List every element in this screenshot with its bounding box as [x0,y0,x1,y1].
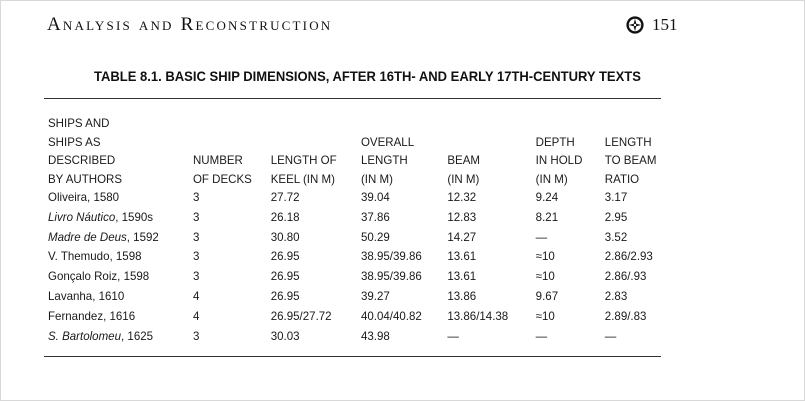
compass-rose-icon [625,15,645,35]
ship-name: Lavanha [48,288,93,303]
depth-in-hold-cell: 9.24 [535,190,559,204]
ship-cell [48,287,193,307]
decks-cell: 3 [192,209,200,224]
overall-length-cell: 38.95/39.86 [360,269,422,284]
ship-name: Livro Náutico [48,209,116,224]
keel-length-cell: 26.18 [270,209,300,224]
ship-name: Oliveira [48,190,88,204]
column-header: NUMBER OF DECKS [192,153,252,186]
depth-in-hold-cell: ≈10 [535,308,555,323]
length-beam-ratio-cell: — [604,328,617,343]
overall-length-cell: 38.95/39.86 [360,249,422,264]
depth-in-hold-cell: — [535,328,548,343]
decks-cell: 4 [192,308,200,323]
beam-cell: 13.86 [447,288,477,303]
length-beam-ratio-cell: 2.86/2.93 [604,249,653,264]
ship-year: , 1590s [115,209,154,224]
depth-in-hold-cell: ≈10 [535,269,555,284]
table-row [48,287,662,307]
ship-year: , 1598 [109,249,142,264]
decks-cell: 4 [192,288,200,303]
decks-cell: 3 [192,269,200,284]
beam-cell: 13.61 [447,269,477,284]
decks-cell: 3 [192,328,200,343]
column-header: SHIPS AND SHIPS AS DESCRIBED BY AUTHORS [48,116,123,186]
keel-length-cell: 26.95/27.72 [270,308,332,323]
ship-name: Fernandez [48,308,104,323]
overall-length-cell: 50.29 [360,229,390,244]
ship-cell [48,267,193,287]
column-header: DEPTH IN HOLD (IN M) [535,134,583,186]
ship-name: Gonçalo Roiz [48,269,118,284]
page-number: 151 [652,15,678,34]
table-row [48,267,662,287]
depth-in-hold-cell: ≈10 [535,249,555,264]
decks-cell: 3 [192,229,200,244]
ship-cell [48,247,193,267]
keel-length-cell: 26.95 [270,269,300,284]
length-beam-ratio-cell: 2.89/.83 [604,308,647,323]
decks-cell: 3 [192,190,200,204]
length-beam-ratio-cell: 3.17 [604,190,628,204]
table-top-rule [44,98,661,99]
decks-cell: 3 [192,249,200,264]
table-row [48,188,662,208]
ship-name: S. Bartolomeu [48,328,122,343]
length-beam-ratio-cell: 2.86/.93 [604,269,647,284]
ship-cell [48,208,193,228]
table-header-row [48,114,662,188]
depth-in-hold-cell: 9.67 [535,288,559,303]
column-header: BEAM (IN M) [447,153,481,186]
beam-cell: 13.61 [447,249,477,264]
keel-length-cell: 26.95 [270,288,300,303]
keel-length-cell: 26.95 [270,249,300,264]
overall-length-cell: 39.27 [360,288,390,303]
overall-length-cell: 43.98 [360,328,390,343]
table-body [48,188,662,346]
ship-year: , 1610 [92,288,125,303]
table-row [48,228,662,248]
table-title: TABLE 8.1. BASIC SHIP DIMENSIONS, AFTER 16TH- AND EARLY 17TH-CENTURY TEXTS [94,68,641,84]
length-beam-ratio-cell: 2.95 [604,209,628,224]
beam-cell: 14.27 [447,229,477,244]
running-head: Analysis and Reconstruction [47,14,333,35]
ship-year: , 1592 [126,229,159,244]
ship-dimensions-table [48,114,662,346]
ship-cell [48,188,193,208]
column-header: OVERALL LENGTH (IN M) [360,134,415,186]
ship-year: , 1598 [117,269,150,284]
overall-length-cell: 39.04 [360,190,390,204]
overall-length-cell: 40.04/40.82 [360,308,422,323]
table-row [48,208,662,228]
column-header: LENGTH TO BEAM RATIO [604,134,657,186]
ship-year: , 1616 [103,308,136,323]
ship-name: Madre de Deus [48,229,127,244]
depth-in-hold-cell: 8.21 [535,209,559,224]
ship-name: V. Themudo [48,249,110,264]
table-bottom-rule [44,356,661,357]
beam-cell: 12.83 [447,209,477,224]
beam-cell: 13.86/14.38 [447,308,509,323]
length-beam-ratio-cell: 2.83 [604,288,628,303]
depth-in-hold-cell: — [535,229,548,244]
ship-cell [48,307,193,327]
ship-cell [48,327,193,347]
ship-year: , 1625 [121,328,154,343]
beam-cell: 12.32 [447,190,477,204]
keel-length-cell: 30.80 [270,229,300,244]
table-row [48,327,662,347]
ship-year: , 1580 [87,190,120,204]
beam-cell: — [447,328,459,343]
ship-cell [48,228,193,248]
column-header: LENGTH OF KEEL (IN M) [270,153,337,186]
table-row [48,247,662,267]
overall-length-cell: 37.86 [360,209,390,224]
keel-length-cell: 27.72 [270,190,300,204]
keel-length-cell: 30.03 [270,328,300,343]
length-beam-ratio-cell: 3.52 [604,229,628,244]
table-row [48,307,662,327]
